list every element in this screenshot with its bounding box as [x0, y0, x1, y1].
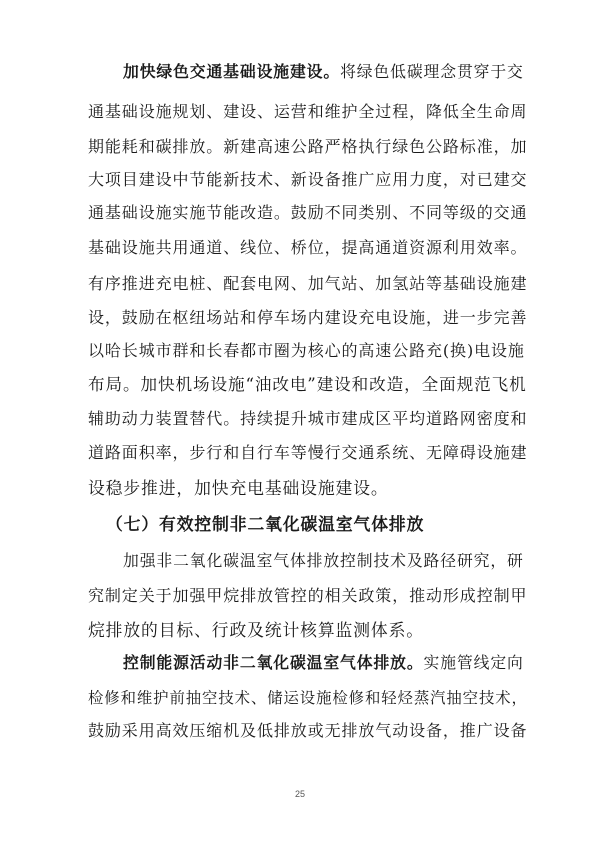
paragraph-text: 加强非二氧化碳温室气体排放控制技术及路径研究，研 — [123, 551, 524, 570]
text-line — [88, 270, 527, 298]
paragraph-text: 布局。加快机场设施“油改电”建设和改造，全面规范飞机 — [88, 375, 527, 394]
paragraph-text: 大项目建设中节能新技术、新设备推广应用力度，对已建交 — [88, 170, 528, 189]
paragraph-text: 基础设施共用通道、线位、桥位，提高通道资源利用效率。 — [88, 238, 528, 257]
paragraph-text: 烷排放的目标、行政及统计核算监测体系。 — [88, 620, 424, 640]
text-line — [88, 199, 527, 227]
text-line — [88, 371, 527, 399]
paragraph-text: 鼓励采用高效压缩机及低排放或无排放气动设备，推广设备 — [88, 721, 528, 740]
paragraph-text: 以哈长城市群和长春都市圈为核心的高速公路充(换)电设施 — [88, 341, 525, 360]
bold-heading-text: 加快绿色交通基础设施建设。 — [123, 62, 341, 81]
text-line — [88, 616, 424, 644]
text-line — [88, 582, 527, 610]
paragraph-text: 究制定关于加强甲烷排放管控的相关政策，推动形成控制甲 — [88, 586, 528, 605]
text-line — [88, 166, 527, 194]
text-line — [88, 474, 389, 502]
text-line — [123, 547, 524, 575]
paragraph-text: 有序推进充电桩、配套电网、加气站、加氢站等基础设施建 — [88, 274, 528, 293]
bold-heading-text: 控制能源活动非二氧化碳温室气体排放。 — [123, 653, 424, 672]
text-line — [123, 58, 524, 86]
paragraph-text: 通基础设施实施节能改造。鼓励不同类别、不同等级的交通 — [88, 203, 528, 222]
paragraph-text: 设稳步推进，加快充电基础设施建设。 — [88, 478, 389, 498]
paragraph-text: 将绿色低碳理念贯穿于交 — [340, 62, 524, 81]
paragraph-text: 道路面积率，步行和自行车等慢行交通系统、无障碍设施建 — [88, 443, 528, 462]
text-line — [88, 133, 527, 161]
text-line — [88, 98, 527, 126]
text-line — [88, 405, 527, 433]
paragraph-text: 设，鼓励在枢纽场站和停车场内建设充电设施，进一步完善 — [88, 308, 528, 327]
text-line — [88, 337, 525, 365]
text-line — [88, 439, 527, 467]
text-line — [88, 684, 528, 712]
text-line — [106, 510, 424, 538]
text-line — [88, 234, 527, 262]
text-line — [88, 304, 527, 332]
bold-heading-text: （七）有效控制非二氧化碳温室气体排放 — [106, 514, 425, 534]
paragraph-text: 通基础设施规划、建设、运营和维护全过程，降低全生命周 — [88, 102, 528, 121]
paragraph-text: 期能耗和碳排放。新建高速公路严格执行绿色公路标准，加 — [88, 137, 528, 156]
text-line — [88, 717, 527, 745]
page-number: 25 — [294, 789, 305, 799]
text-line — [123, 649, 524, 677]
paragraph-text: 检修和维护前抽空技术、储运设施检修和轻烃蒸汽抽空技术， — [88, 689, 528, 707]
paragraph-text: 实施管线定向 — [423, 653, 524, 672]
paragraph-text: 辅助动力装置替代。持续提升城市建成区平均道路网密度和 — [88, 409, 528, 428]
